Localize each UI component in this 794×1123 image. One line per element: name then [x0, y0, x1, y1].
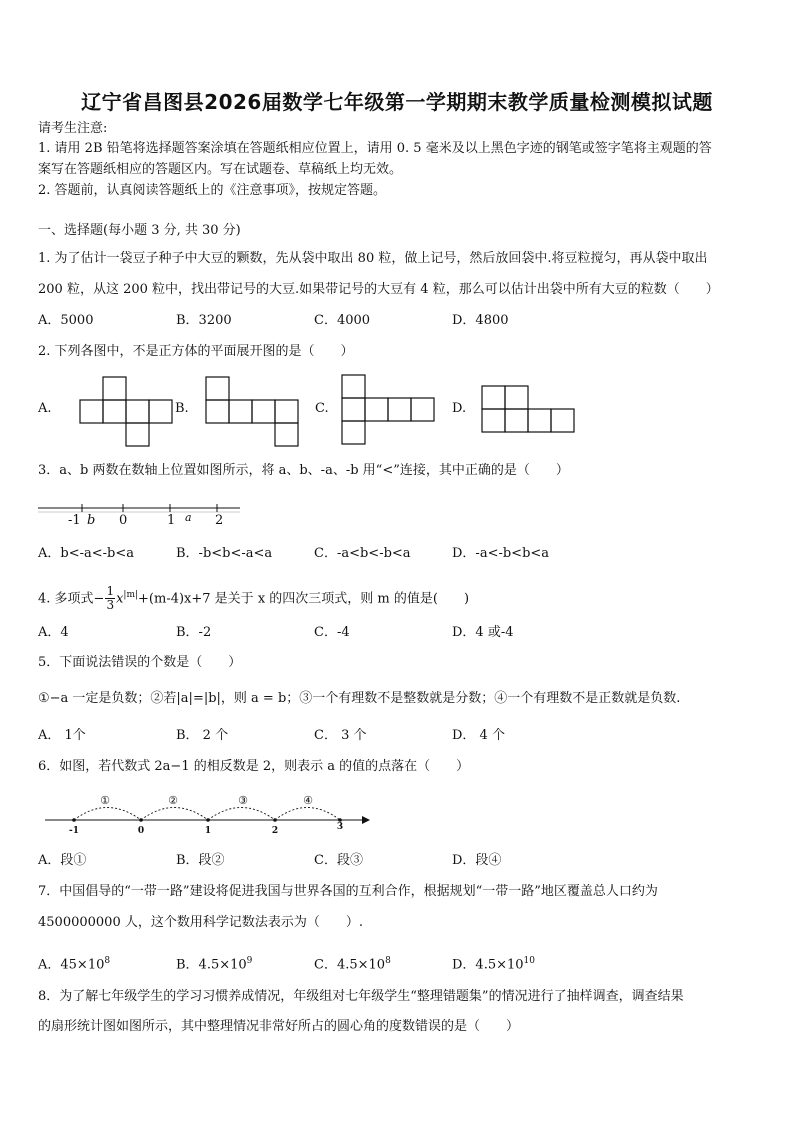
q3-option-a: A．b<-a<-b<a — [38, 546, 134, 561]
q7-option-a-exp: 8 — [104, 956, 111, 966]
q6-option-b: B．段② — [176, 853, 225, 868]
q3-option-c: C．-a<b<-b<a — [314, 546, 411, 561]
q3-tick-1: 1 — [167, 513, 176, 528]
q4-option-c: C．-4 — [314, 625, 350, 640]
q7-option-b-base: B．4.5×10 — [176, 957, 247, 973]
q6-option-d: D．段④ — [452, 853, 502, 868]
q6-segment-3: ③ — [238, 794, 248, 807]
section-heading: 一、选择题(每小题 3 分, 共 30 分) — [38, 223, 241, 238]
q4-stem-pre: 4. 多项式− — [38, 591, 105, 607]
q4-frac-num: 1 — [106, 584, 115, 599]
q3-number-line — [30, 496, 250, 530]
q7-option-d — [452, 952, 535, 974]
q7-option-a — [38, 952, 110, 974]
q7-option-d-base: D．4.5×10 — [452, 957, 524, 973]
q7-option-b-exp: 9 — [246, 956, 253, 966]
page-title: 辽宁省昌图县2026届数学七年级第一学期期末教学质量检测模拟试题 — [81, 90, 713, 114]
q2-stem: 2. 下列各图中，不是正方体的平面展开图的是（ ） — [38, 344, 354, 359]
q1-stem-line1: 1. 为了估计一袋豆子种子中大豆的颗数，先从袋中取出 80 粒，做上记号，然后放回袋中.将豆粒搅匀，再从袋中取出 — [38, 251, 708, 266]
notice-heading: 请考生注意: — [38, 121, 108, 136]
q5-option-d: D． 4 个 — [452, 728, 505, 743]
q3-stem: 3．a、b 两数在数轴上位置如图所示，将 a、b、-a、-b 用“<”连接，其中正确的是（ ） — [38, 463, 569, 478]
q2-label-c: C. — [315, 401, 329, 416]
q4-var-x: x — [116, 591, 124, 607]
q7-option-a-base: A．45×10 — [38, 957, 105, 973]
q1-option-b: B．3200 — [176, 313, 232, 328]
q6-tick-2: 2 — [271, 826, 279, 836]
notice-item-2: 2. 答题前，认真阅读答题纸上的《注意事项》，按规定答题。 — [38, 183, 387, 198]
net-c-figure — [342, 375, 434, 444]
q5-option-b: B． 2 个 — [176, 728, 229, 743]
q7-option-c — [314, 952, 391, 974]
q7-option-d-exp: 10 — [523, 956, 535, 966]
q8-stem-line2: 的扇形统计图如图所示，其中整理情况非常好所占的圆心角的度数错误的是（ ） — [38, 1019, 520, 1034]
q7-option-c-exp: 8 — [385, 956, 391, 966]
q3-tick-2: 2 — [215, 513, 224, 528]
notice-item-1b: 案写在答题纸相应的答题区内。写在试题卷、草稿纸上均无效。 — [38, 162, 403, 177]
q6-option-a: A．段① — [38, 853, 87, 868]
q2-net-figures — [0, 365, 794, 450]
q5-option-a: A． 1个 — [38, 728, 86, 743]
net-b-figure — [206, 377, 298, 446]
notice-item-1a: 1. 请用 2B 铅笔将选择题答案涂填在答题纸相应位置上，请用 0. 5 毫米及以上黑色字迹的钢笔或签字笔将主观题的答 — [38, 141, 712, 156]
q4-frac-den: 3 — [106, 598, 115, 613]
q4-option-d: D．4 或-4 — [452, 625, 514, 640]
q4-fraction — [105, 585, 115, 612]
q8-stem-line1: 8．为了解七年级学生的学习习惯养成情况，年级组对七年级学生“整理错题集”的情况进行了抽样调查，调查结果 — [38, 989, 684, 1004]
q3-label-b: b — [87, 513, 96, 528]
q3-tick-neg1: -1 — [68, 513, 81, 528]
q7-stem-line1: 7．中国倡导的“一带一路”建设将促进我国与世界各国的互利合作，根据规划“一带一路”地区覆盖总人口约为 — [38, 884, 658, 899]
q4-option-a: A．4 — [38, 625, 69, 640]
q6-stem: 6．如图，若代数式 2a−1 的相反数是 2，则表示 a 的值的点落在（ ） — [38, 759, 470, 774]
q5-stem: 5．下面说法错误的个数是（ ） — [38, 655, 242, 670]
q4-exponent: |m| — [123, 590, 139, 600]
q7-option-c-base: C．4.5×10 — [314, 957, 386, 973]
q1-option-a: A．5000 — [38, 313, 94, 328]
q6-segment-2: ② — [168, 794, 178, 807]
q6-option-c: C．段③ — [314, 853, 363, 868]
q6-tick-0: 0 — [137, 826, 145, 836]
q6-tick-1: 1 — [204, 826, 212, 836]
q3-option-d: D．-a<-b<b<a — [452, 546, 550, 561]
q6-tick-3: 3 — [336, 822, 344, 832]
net-d-figure — [482, 386, 574, 432]
q6-tick-neg1: -1 — [69, 826, 79, 836]
q2-label-a: A. — [38, 401, 52, 416]
q6-segment-4: ④ — [303, 794, 313, 807]
q1-stem-line2: 200 粒，从这 200 粒中，找出带记号的大豆.如果带记号的大豆有 4 粒，那么可以估计出袋中所有大豆的粒数（ ） — [38, 282, 719, 297]
q3-option-b: B．-b<b<-a<a — [176, 546, 273, 561]
q4-option-b: B．-2 — [176, 625, 212, 640]
q5-option-c: C． 3 个 — [314, 728, 367, 743]
q2-label-d: D. — [452, 401, 467, 416]
net-a-figure — [80, 377, 172, 446]
q6-number-line — [40, 787, 375, 837]
q1-option-d: D．4800 — [452, 313, 509, 328]
q5-body: ①−a 一定是负数；②若|a|=|b|，则 a = b；③一个有理数不是整数就是分数；④一个有理数不是正数就是负数. — [38, 691, 681, 706]
q3-label-a: a — [185, 511, 192, 524]
q6-segment-1: ① — [100, 794, 110, 807]
q4-stem — [38, 578, 469, 616]
q7-option-b — [176, 952, 252, 974]
q2-label-b: B. — [175, 401, 189, 416]
q4-stem-rest: +(m-4)x+7 是关于 x 的四次三项式，则 m 的值是( ) — [138, 591, 470, 607]
q1-option-c: C．4000 — [314, 313, 371, 328]
q3-tick-0: 0 — [119, 513, 128, 528]
q7-stem-line2: 4500000000 人，这个数用科学记数法表示为（ ）. — [38, 915, 363, 930]
